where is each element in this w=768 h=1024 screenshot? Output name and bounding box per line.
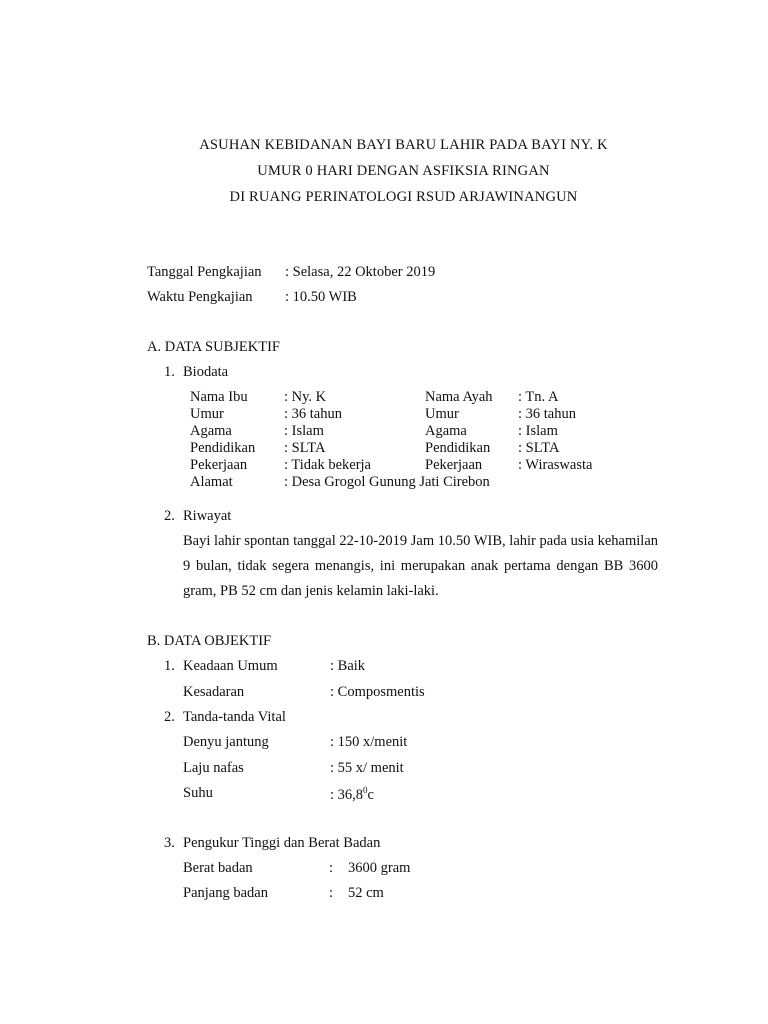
general-number: 1. xyxy=(164,658,175,674)
weight-value: 3600 gram xyxy=(348,860,411,876)
biodata-father-label: Umur xyxy=(425,406,459,422)
biodata-father-value: : Tn. A xyxy=(518,389,559,405)
assessment-time-label: Waktu Pengkajian xyxy=(147,289,253,305)
biodata-father-label: Agama xyxy=(425,423,467,439)
biodata-mother-label: Umur xyxy=(190,406,224,422)
measurement-label: Pengukur Tinggi dan Berat Badan xyxy=(183,835,381,851)
awareness-label: Kesadaran xyxy=(183,684,245,700)
biodata-mother-value: : 36 tahun xyxy=(284,406,342,422)
measurement-number: 3. xyxy=(164,835,175,851)
biodata-mother-value: : SLTA xyxy=(284,440,326,456)
temperature-number: : 36,8 xyxy=(330,786,364,803)
weight-label: Berat badan xyxy=(183,860,253,876)
history-label: Riwayat xyxy=(183,508,232,524)
title-line-3: DI RUANG PERINATOLOGI RSUD ARJAWINANGUN xyxy=(229,189,578,205)
biodata-father-value: : Wiraswasta xyxy=(518,457,593,473)
biodata-row xyxy=(190,474,592,491)
biodata-mother-value: : Ny. K xyxy=(284,389,327,405)
awareness-value: : Composmentis xyxy=(330,684,425,700)
history-paragraph: Bayi lahir spontan tanggal 22-10-2019 Jam 10.50 WIB, lahir pada usia kehamilan 9 bulan, tidak segera menangis, ini merupakan anak pertama dengan BB 3600 gram, PB 52 cm dan jenis kelamin laki-laki. xyxy=(183,533,658,599)
length-label: Panjang badan xyxy=(183,885,268,901)
biodata-row xyxy=(190,440,592,457)
heart-rate-label: Denyu jantung xyxy=(183,734,269,750)
biodata-mother-label: Pekerjaan xyxy=(190,457,248,473)
biodata-father-label: Pekerjaan xyxy=(425,457,483,473)
assessment-date-value: : Selasa, 22 Oktober 2019 xyxy=(285,264,436,280)
temperature-unit: c xyxy=(367,786,374,803)
biodata-row xyxy=(190,406,592,423)
weight-colon: : xyxy=(329,860,334,876)
biodata-row xyxy=(190,423,592,440)
biodata-mother-label: Nama Ibu xyxy=(190,389,248,405)
biodata-father-value: : 36 tahun xyxy=(518,406,576,422)
general-label: Keadaan Umum xyxy=(183,658,278,674)
biodata-address-value: : Desa Grogol Gunung Jati Cirebon xyxy=(284,474,490,490)
biodata-row xyxy=(190,457,592,474)
respiration-label: Laju nafas xyxy=(183,760,244,776)
biodata-mother-value: : Tidak bekerja xyxy=(284,457,371,473)
biodata-number: 1. xyxy=(164,364,175,380)
biodata-row xyxy=(190,389,592,406)
biodata-mother-value: : Islam xyxy=(284,423,324,439)
length-value: 52 cm xyxy=(348,885,384,901)
biodata-table xyxy=(190,389,592,491)
biodata-mother-label: Pendidikan xyxy=(190,440,256,456)
temperature-value xyxy=(330,785,374,804)
title-line-2: UMUR 0 HARI DENGAN ASFIKSIA RINGAN xyxy=(257,163,550,179)
vitals-label: Tanda-tanda Vital xyxy=(183,709,286,725)
assessment-time-value: : 10.50 WIB xyxy=(285,289,357,305)
biodata-label: Biodata xyxy=(183,364,229,380)
assessment-date-label: Tanggal Pengkajian xyxy=(147,264,262,280)
respiration-value: : 55 x/ menit xyxy=(330,760,404,776)
biodata-mother-label: Agama xyxy=(190,423,232,439)
temperature-label: Suhu xyxy=(183,785,213,801)
vitals-number: 2. xyxy=(164,709,175,725)
objective-heading: B. DATA OBJEKTIF xyxy=(147,633,272,649)
biodata-father-label: Nama Ayah xyxy=(425,389,493,405)
temperature-degree: 0 xyxy=(363,785,368,795)
subjective-heading: A. DATA SUBJEKTIF xyxy=(147,339,280,355)
length-colon: : xyxy=(329,885,334,901)
history-number: 2. xyxy=(164,508,175,524)
heart-rate-value: : 150 x/menit xyxy=(330,734,408,750)
biodata-father-label: Pendidikan xyxy=(425,440,491,456)
biodata-father-value: : SLTA xyxy=(518,440,560,456)
biodata-address-label: Alamat xyxy=(190,474,233,490)
general-value: : Baik xyxy=(330,658,366,674)
biodata-father-value: : Islam xyxy=(518,423,558,439)
title-line-1: ASUHAN KEBIDANAN BAYI BARU LAHIR PADA BAYI NY. K xyxy=(199,137,608,153)
